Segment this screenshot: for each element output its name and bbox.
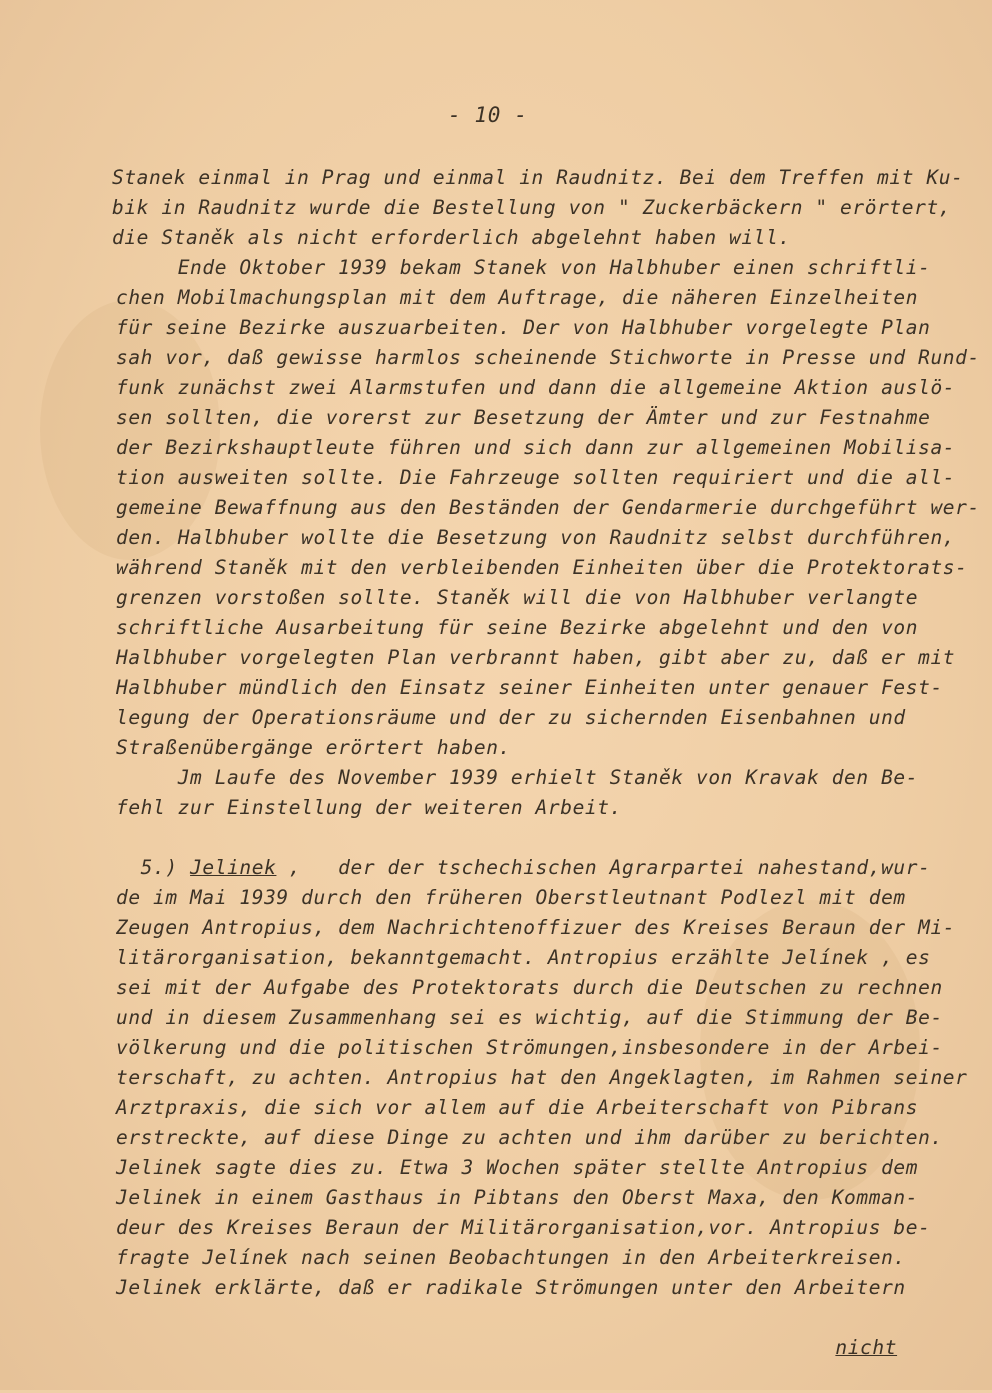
catchword-text: nicht <box>835 1336 898 1359</box>
text-line: Jelinek in einem Gasthaus in Pibtans den Oberst Maxa, den Komman- <box>116 1186 919 1209</box>
text-line: und in diesem Zusammenhang sei es wichtig, auf die Stimmung der Be- <box>116 1006 943 1029</box>
text-line: funk zunächst zwei Alarmstufen und dann die allgemeine Aktion auslö- <box>116 376 956 399</box>
page-number: - 10 - <box>448 103 528 127</box>
text-line: litärorganisation, bekanntgemacht. Antropius erzählte Jelínek , es <box>116 946 931 969</box>
text-line: gemeine Bewaffnung aus den Beständen der Gendarmerie durchgeführt wer- <box>116 496 980 519</box>
text-line: de im Mai 1939 durch den früheren Oberstleutnant Podlezl mit dem <box>116 886 906 909</box>
text-line: der Bezirkshauptleute führen und sich dann zur allgemeinen Mobilisa- <box>116 436 956 459</box>
text-line: Stanek einmal in Prag und einmal in Raudnitz. Bei dem Treffen mit Ku- <box>112 166 964 189</box>
text-line: während Staněk mit den verbleibenden Einheiten über die Protektorats- <box>116 556 968 579</box>
section-number: 5.) <box>116 856 191 879</box>
catchword <box>786 1303 897 1393</box>
text-line: fehl zur Einstellung der weiteren Arbeit. <box>116 796 622 819</box>
text-line: Jelinek erklärte, daß er radikale Strömungen unter den Arbeitern <box>116 1276 906 1299</box>
text-line: für seine Bezirke auszuarbeiten. Der von Halbhuber vorgelegte Plan <box>116 316 931 339</box>
text-line: sen sollten, die vorerst zur Besetzung der Ämter und zur Festnahme <box>116 406 931 429</box>
text-line: Straßenübergänge erörtert haben. <box>116 736 511 759</box>
text-line: völkerung und die politischen Strömungen,insbesondere in der Arbei- <box>116 1036 943 1059</box>
text-line: Jelinek sagte dies zu. Etwa 3 Wochen später stellte Antropius dem <box>116 1156 919 1179</box>
text-line: Ende Oktober 1939 bekam Stanek von Halbhuber einen schriftli- <box>116 256 931 279</box>
defendant-name: Jelinek <box>190 856 277 879</box>
text-line: sei mit der Aufgabe des Protektorats durch die Deutschen zu rechnen <box>116 976 943 999</box>
text-line: die Staněk als nicht erforderlich abgelehnt haben will. <box>112 226 791 249</box>
text-line: deur des Kreises Beraun der Militärorganisation,vor. Antropius be- <box>116 1216 931 1239</box>
text-line: Halbhuber mündlich den Einsatz seiner Einheiten unter genauer Fest- <box>116 676 943 699</box>
text-line: erstreckte, auf diese Dinge zu achten und ihm darüber zu berichten. <box>116 1126 943 1149</box>
text-line: den. Halbhuber wollte die Besetzung von Raudnitz selbst durchführen, <box>116 526 956 549</box>
text-line: tion ausweiten sollte. Die Fahrzeuge sollten requiriert und die all- <box>116 466 956 489</box>
section-heading-line <box>116 853 930 883</box>
text-line: chen Mobilmachungsplan mit dem Auftrage, die näheren Einzelheiten <box>116 286 919 309</box>
text-line: Zeugen Antropius, dem Nachrichtenoffizuer des Kreises Beraun der Mi- <box>116 916 956 939</box>
text-line: terschaft, zu achten. Antropius hat den Angeklagten, im Rahmen seiner <box>116 1066 968 1089</box>
text-line: fragte Jelínek nach seinen Beobachtungen in den Arbeiterkreisen. <box>116 1246 906 1269</box>
text-line: Jm Laufe des November 1939 erhielt Staněk von Kravak den Be- <box>116 766 919 789</box>
text-line: sah vor, daß gewisse harmlos scheinende Stichworte in Presse und Rund- <box>116 346 980 369</box>
text-line: Halbhuber vorgelegten Plan verbrannt haben, gibt aber zu, daß er mit <box>116 646 956 669</box>
text-line: schriftliche Ausarbeitung für seine Bezirke abgelehnt und den von <box>116 616 919 639</box>
text-line: grenzen vorstoßen sollte. Staněk will die von Halbhuber verlangte <box>116 586 919 609</box>
section-text: , der der tschechischen Agrarpartei nahestand,wur- <box>276 856 931 879</box>
text-line: bik in Raudnitz wurde die Bestellung von " Zuckerbäckern " erörtert, <box>112 196 952 219</box>
text-line: legung der Operationsräume und der zu sichernden Eisenbahnen und <box>116 706 906 729</box>
text-line: Arztpraxis, die sich vor allem auf die Arbeiterschaft von Pibrans <box>116 1096 919 1119</box>
